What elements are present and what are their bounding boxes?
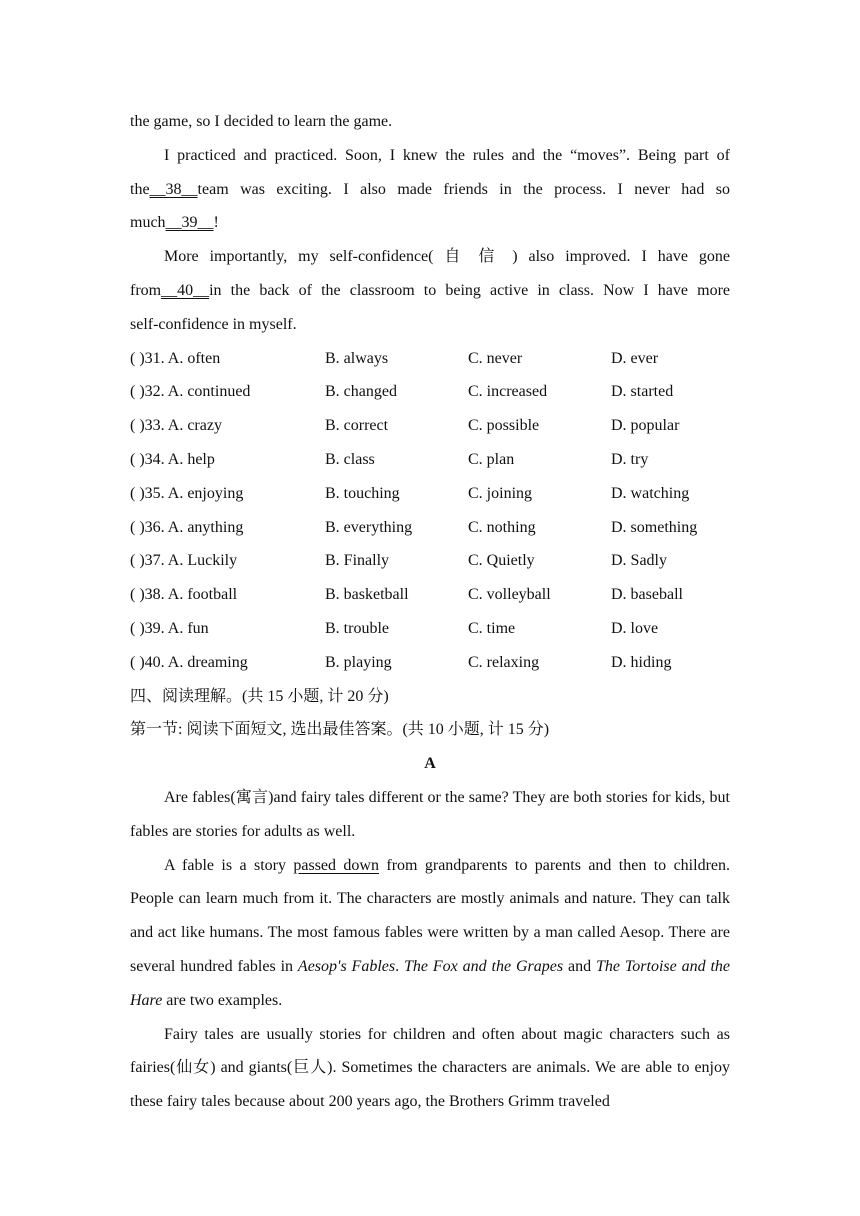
passage-text: from grandparents to parents and then to children. People can learn much from it. The characters are mostly animals and nature. They can talk and act like humans. The most famous fables were written by a man called Aesop. There are several hundred fables in xyxy=(130,856,730,975)
question-list xyxy=(130,342,730,680)
passage-a-paragraph-1: Are fables(寓言)and fairy tales different or the same? They are both stories for kids, but fables are stories for adults as well. xyxy=(130,788,730,840)
blank-40: __40__ xyxy=(161,281,210,299)
question-option-b: B. basketball xyxy=(325,586,409,604)
passage-text: in the back of the classroom to being active in class. Now I have more xyxy=(209,281,730,299)
question-option-a: ( )39. A. fun xyxy=(130,619,209,637)
question-row xyxy=(130,612,730,646)
passage-text: . xyxy=(395,957,404,975)
question-option-a: ( )33. A. crazy xyxy=(130,417,222,435)
question-option-d: D. started xyxy=(611,383,674,401)
question-option-a: ( )40. A. dreaming xyxy=(130,653,248,671)
question-option-a: ( )32. A. continued xyxy=(130,383,251,401)
question-option-d: D. love xyxy=(611,619,659,637)
passage-text: More importantly, my self-confidence( 自 信 ) also improved. I have gone xyxy=(164,248,730,266)
question-option-b: B. always xyxy=(325,349,389,367)
passage-text: much xyxy=(130,214,166,232)
passage-text: A fable is a story xyxy=(164,856,294,874)
question-row xyxy=(130,477,730,511)
story-title: The Tortoise and the Hare xyxy=(130,957,731,1009)
question-row xyxy=(130,578,730,612)
passage-paragraph-line xyxy=(130,206,730,240)
passage-text: I practiced and practiced. Soon, I knew the rules and the “moves”. Being part of xyxy=(164,146,730,164)
passage-paragraph-line: self-confidence in myself. xyxy=(130,315,297,333)
question-option-b: B. playing xyxy=(325,653,392,671)
question-option-c: C. possible xyxy=(468,417,540,435)
question-row xyxy=(130,544,730,578)
question-option-c: C. increased xyxy=(468,383,548,401)
question-row xyxy=(130,511,730,545)
passage-continuation-line: the game, so I decided to learn the game. xyxy=(130,113,393,130)
passage-a-paragraph-3: Fairy tales are usually stories for children and often about magic characters such as fairies(仙女) and giants(巨人). Sometimes the characters are animals. We are able to enjoy these fairy tales because about 200 years ago, the Brothers Grimm traveled xyxy=(130,1025,730,1111)
question-option-b: B. Finally xyxy=(325,552,390,570)
question-option-c: C. plan xyxy=(468,450,515,468)
section-instruction: 第一节: 阅读下面短文, 选出最佳答案。(共 10 小题, 计 15 分) xyxy=(130,721,550,739)
question-option-c: C. relaxing xyxy=(468,653,540,671)
question-option-c: C. volleyball xyxy=(468,586,551,604)
question-option-b: B. everything xyxy=(325,518,413,536)
passage-text: and xyxy=(563,957,596,975)
question-option-d: D. baseball xyxy=(611,586,683,604)
passage-text: are two examples. xyxy=(162,991,283,1009)
passage-a-paragraph-2 xyxy=(130,849,730,1018)
question-option-b: B. class xyxy=(325,450,375,468)
question-row xyxy=(130,646,730,680)
question-option-a: ( )31. A. often xyxy=(130,349,221,367)
question-option-b: B. changed xyxy=(325,383,397,401)
question-row xyxy=(130,409,730,443)
passage-paragraph-line xyxy=(130,139,730,173)
question-option-d: D. Sadly xyxy=(611,552,667,570)
book-title: Aesop's Fables xyxy=(297,957,396,975)
question-option-a: ( )34. A. help xyxy=(130,450,215,468)
question-option-d: D. watching xyxy=(611,484,690,502)
question-option-c: C. never xyxy=(468,349,523,367)
blank-38: __38__ xyxy=(149,180,198,198)
passage-label: A xyxy=(424,755,436,773)
question-row xyxy=(130,342,730,376)
question-option-a: ( )37. A. Luckily xyxy=(130,552,238,570)
section-title: 四、阅读理解。(共 15 小题, 计 20 分) xyxy=(130,687,389,705)
question-option-c: C. nothing xyxy=(468,518,536,536)
question-row xyxy=(130,375,730,409)
passage-text: the xyxy=(130,180,150,198)
passage-text: team was exciting. I also made friends in the process. I never had so xyxy=(197,180,730,198)
passage-paragraph-line xyxy=(130,173,730,207)
passage-paragraph-line xyxy=(130,240,730,274)
question-option-d: D. popular xyxy=(611,417,680,435)
question-option-a: ( )36. A. anything xyxy=(130,518,244,536)
underlined-phrase: passed down xyxy=(293,856,379,874)
question-option-d: D. hiding xyxy=(611,653,672,671)
question-option-b: B. correct xyxy=(325,417,389,435)
question-option-b: B. trouble xyxy=(325,619,389,637)
story-title: The Fox and the Grapes xyxy=(404,957,564,975)
question-option-d: D. ever xyxy=(611,349,659,367)
passage-paragraph-line xyxy=(130,274,730,308)
blank-39: __39__ xyxy=(165,214,214,232)
passage-text: ! xyxy=(213,214,219,232)
passage-text: from xyxy=(130,281,162,299)
question-option-c: C. Quietly xyxy=(468,552,535,570)
question-row xyxy=(130,443,730,477)
exam-page xyxy=(130,105,730,1119)
question-option-c: C. time xyxy=(468,619,516,637)
question-option-a: ( )38. A. football xyxy=(130,586,238,604)
question-option-a: ( )35. A. enjoying xyxy=(130,484,244,502)
question-option-c: C. joining xyxy=(468,484,533,502)
question-option-d: D. try xyxy=(611,450,649,468)
question-option-d: D. something xyxy=(611,518,698,536)
question-option-b: B. touching xyxy=(325,484,400,502)
